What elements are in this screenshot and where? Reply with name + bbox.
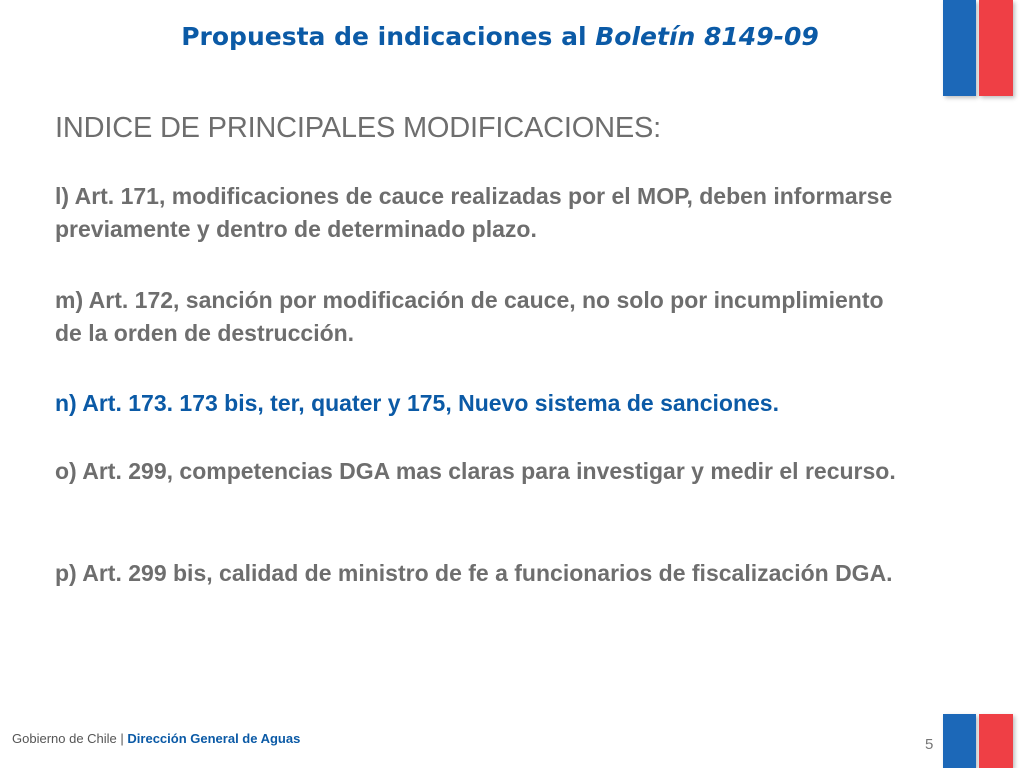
item-p: p) Art. 299 bis, calidad de ministro de fe a funcionarios de fiscalización DGA. — [55, 560, 893, 586]
page-number: 5 — [925, 736, 934, 753]
footer-separator: | — [116, 731, 128, 746]
item-n: n) Art. 173. 173 bis, ter, quater y 175, Nuevo sistema de sanciones. — [55, 390, 779, 416]
flag-blue-stripe — [943, 0, 976, 96]
flag-blue-stripe — [943, 714, 976, 768]
footer-government: Gobierno de Chile — [12, 731, 117, 746]
slide-title-prefix: Propuesta de indicaciones al — [181, 22, 596, 51]
item-o: o) Art. 299, competencias DGA mas claras para investigar y medir el recurso. — [55, 458, 896, 484]
section-heading: INDICE DE PRINCIPALES MODIFICACIONES: — [55, 112, 661, 144]
flag-red-stripe — [979, 0, 1013, 96]
slide-title-bulletin: Boletín 8149-09 — [595, 22, 819, 51]
flag-red-stripe — [979, 714, 1013, 768]
item-l: l) Art. 171, modificaciones de cauce realizadas por el MOP, deben informarse previamente y dentro de determinado plazo. — [55, 183, 893, 242]
footer-agency: Dirección General de Aguas — [127, 731, 301, 746]
footer-credit — [12, 731, 300, 746]
chile-flag-logo-top — [943, 0, 1015, 96]
item-m: m) Art. 172, sanción por modificación de cauce, no solo por incumplimiento de la orden de destrucción. — [55, 287, 884, 346]
chile-flag-logo-bottom — [943, 714, 1015, 768]
slide-title — [0, 22, 1000, 51]
